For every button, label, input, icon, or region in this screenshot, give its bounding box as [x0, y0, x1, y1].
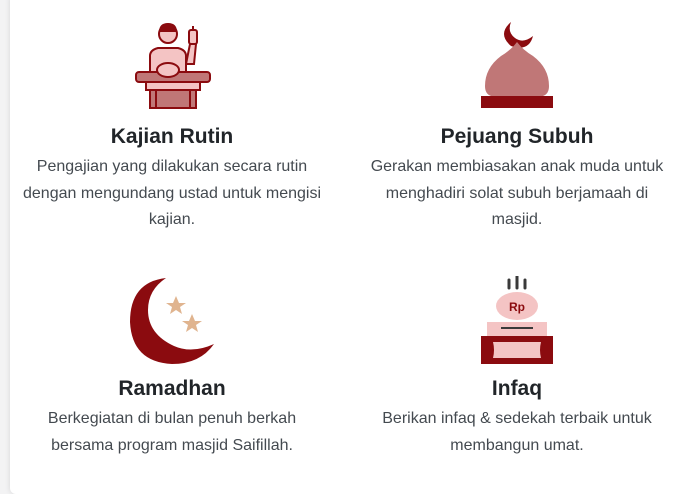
program-item-kajian-rutin: [7, 20, 337, 234]
program-description: Berikan infaq & sedekah terbaik untuk membangun umat.: [382, 410, 652, 454]
program-title: Infaq: [491, 377, 543, 400]
preacher-podium-icon: [126, 20, 218, 112]
program-description: Gerakan membiasakan anak muda untuk menghadiri solat subuh berjamaah di masjid.: [370, 158, 664, 228]
program-title: Ramadhan: [118, 377, 226, 400]
program-item-pejuang-subuh: [352, 20, 682, 234]
mosque-dome-icon: [471, 20, 563, 112]
donation-box-icon: [471, 276, 563, 368]
program-item-ramadhan: [7, 276, 337, 459]
program-description: Berkegiatan di bulan penuh berkah bersama program masjid Saifillah.: [47, 410, 297, 454]
program-title: Kajian Rutin: [110, 125, 234, 148]
crescent-stars-icon: [126, 276, 218, 368]
program-item-infaq: [352, 276, 682, 459]
program-description: Pengajian yang dilakukan secara rutin dengan mengundang ustad untuk mengisi kajian.: [23, 158, 321, 228]
coin-label: Rp: [509, 300, 525, 314]
program-title: Pejuang Subuh: [440, 125, 594, 148]
